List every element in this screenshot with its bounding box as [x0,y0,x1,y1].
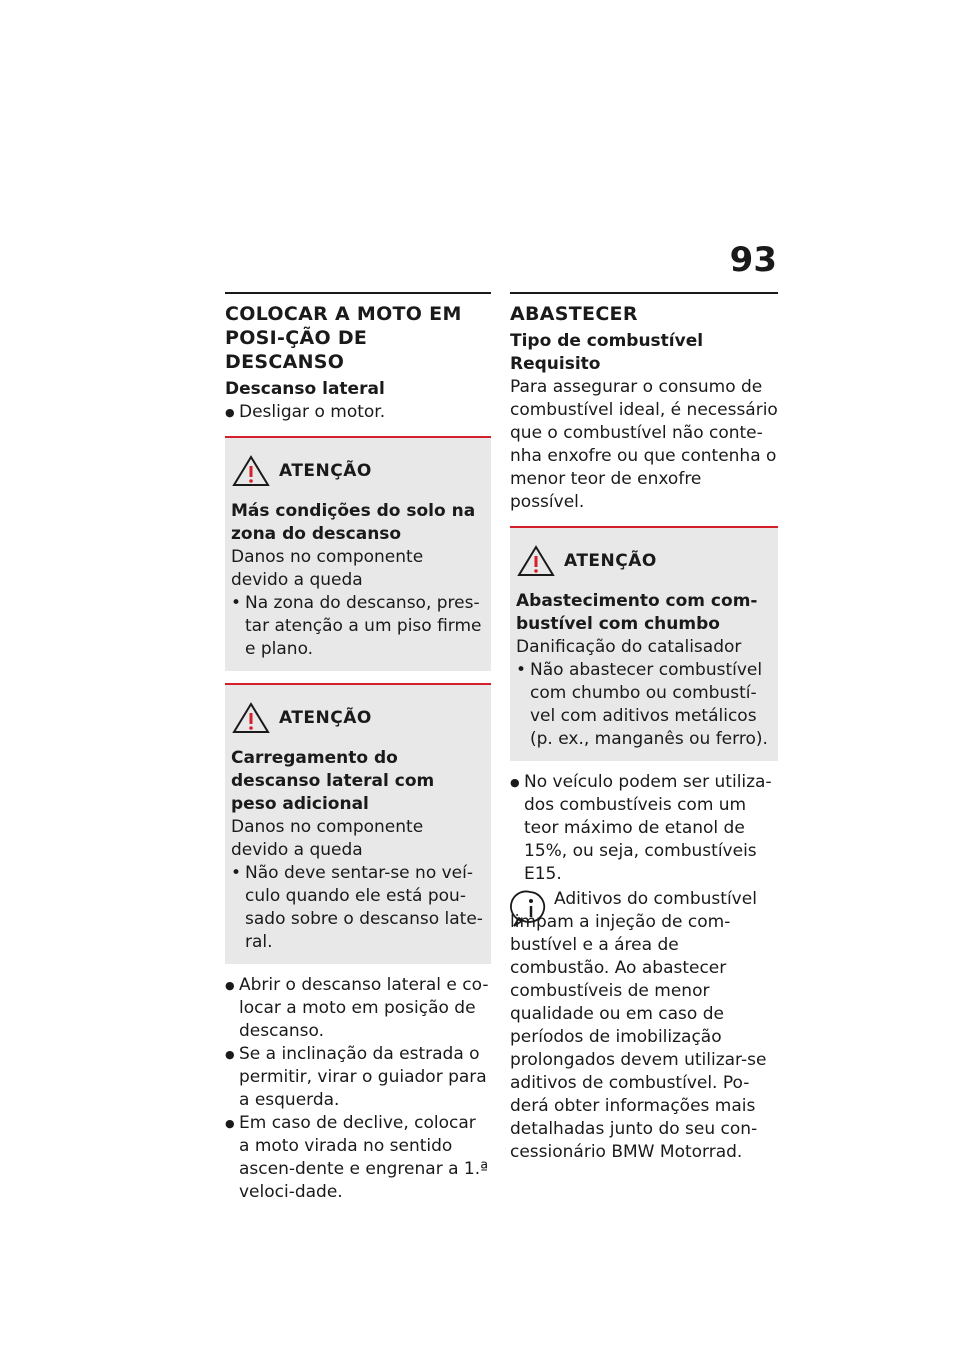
section-rule [225,292,491,294]
warning-heading: Más condições do solo na zona do descanso [231,501,476,544]
warning-heading: Carregamento do descanso lateral com peso adicional [231,748,435,814]
warning-triangle-icon [516,544,556,578]
warning-label: ATENÇÃO [279,708,372,728]
info-icon [510,888,550,930]
list-item: ● Em caso de declive, colocar a moto virada no sentido ascen-dente e engrenar a 1.ª veloci-dade. [225,1112,491,1204]
section-title: COLOCAR A MOTO EM POSI-ÇÃO DE DESCANSO [225,303,462,373]
warning-triangle-icon [231,701,271,735]
warning-action-list [231,592,485,661]
warning-action-list [516,659,772,751]
warning-box [225,436,491,671]
step-list [225,974,491,1204]
list-item: ● No veículo podem ser utiliza-dos combustíveis com um teor máximo de etanol de 15%, ou seja, combustíveis E15. [510,771,778,886]
warning-consequence: Danos no componente devido a queda [231,547,424,590]
list-item: ● Abrir o descanso lateral e co-locar a moto em posição de descanso. [225,974,491,1043]
info-text-body: Aditivos do combustível limpam a injeção de com-bustível e a área de combustão. Ao abastecer combustíveis de menor qualidade ou em caso de períodos de imobilização prolongados devem utilizar-se aditivos de combustível. Po-derá obter informações mais detalhadas junto do seu con-cessionário BMW Motorrad. [510,889,767,1162]
warning-action-list [231,862,485,954]
warning-label: ATENÇÃO [279,461,372,481]
bullet-list [510,771,778,886]
warning-box [510,526,778,761]
left-column [225,292,491,1204]
right-column [510,292,778,1164]
warning-header [231,454,485,488]
warning-label: ATENÇÃO [564,551,657,571]
warning-consequence: Danos no componente devido a queda [231,817,424,860]
section-rule [510,292,778,294]
subsection-title: Descanso lateral [225,379,385,399]
info-note [510,888,778,1164]
warning-header [516,544,772,578]
warning-header [231,701,485,735]
subsection-title: Tipo de combustível [510,331,704,351]
page-number: 93 [729,240,777,280]
requirement-title: Requisito [510,354,601,374]
info-text [510,888,778,1164]
warning-box [225,683,491,964]
list-item: ● Desligar o motor. [225,401,491,424]
requirement-text: Para assegurar o consumo de combustível ideal, é necessário que o combustível não conte-nha enxofre ou que contenha o menor teor de enxofre possível. [510,377,778,512]
list-item: ● Se a inclinação da estrada o permitir, virar o guiador para a esquerda. [225,1043,491,1112]
warning-action: • Não deve sentar-se no veí-culo quando ele está pou-sado sobre o descanso late-ral. [231,862,485,954]
warning-triangle-icon [231,454,271,488]
warning-action: • Não abastecer combustível com chumbo ou combustí-vel com aditivos metálicos (p. ex., manganês ou ferro). [516,659,772,751]
warning-action: • Na zona do descanso, pres-tar atenção a um piso firme e plano. [231,592,485,661]
section-title: ABASTECER [510,303,638,325]
step-list [225,401,491,424]
warning-heading: Abastecimento com com-bustível com chumbo [516,591,758,634]
warning-consequence: Danificação do catalisador [516,637,742,657]
